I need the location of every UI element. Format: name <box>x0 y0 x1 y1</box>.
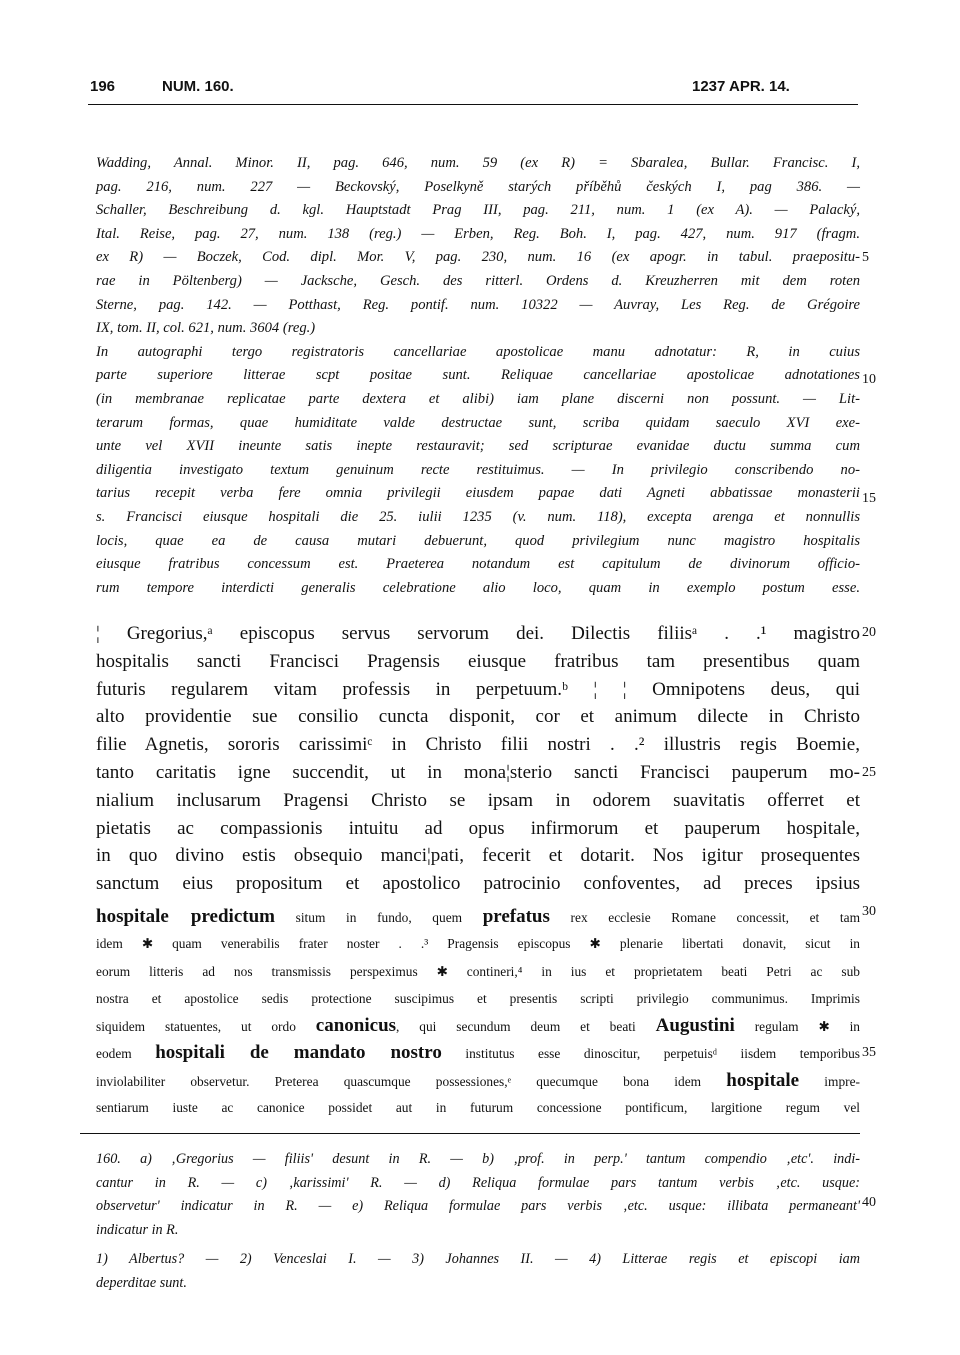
intro-line: Ital. Reise, pag. 27, num. 138 (reg.) — Erben, Reg. Boh. I, pag. 427, num. 917 (fragm. <box>96 225 860 242</box>
emphasised-word: hospitali de mandato nostro <box>155 1042 442 1064</box>
charter-small-line <box>96 1012 860 1039</box>
text-segment: idem ✱ quam venerabilis frater noster . .³ Pragensis episcopus ✱ plenarie libertati donavit, sicut in <box>96 936 860 952</box>
intro-line: eiusque fratribus concessum est. Praeterea notandum est capitulum de divinorum officio- <box>96 556 860 573</box>
charter-small-line <box>96 1067 860 1094</box>
running-head <box>90 78 860 100</box>
emphasised-word: hospitale predictum <box>96 906 275 927</box>
intro-line: pag. 216, num. 227 — Beckovský, Poselkyně starých příběhů českých I, pag 386. — <box>96 178 860 195</box>
charter-small-line <box>96 985 860 1012</box>
text-segment: eorum litteris ad nos transmissis perspeximus ✱ contineri,⁴ in ius et proprietatem beati Petri ac sub <box>96 963 860 979</box>
charter-small-line <box>96 958 860 985</box>
intro-line: ex R) — Boczek, Cod. dipl. Mor. V, pag. 230, num. 16 (ex apogr. in tabul. praepositu- <box>96 249 860 266</box>
intro-commentary <box>96 152 860 600</box>
document-date: 1237 APR. 14. <box>692 78 790 95</box>
intro-line: unte vel XVII ineunte satis inepte restauravit; sed scripturae evanidae ductu summa cum <box>96 438 860 455</box>
footnote-rule <box>80 1133 860 1134</box>
intro-line: rae in Pöltenberg) — Jacksche, Gesch. des ritterl. Ordens d. Kreuzherren mit dem roten <box>96 272 860 289</box>
footnote-line: 160. a) ‚Gregorius — filiis' desunt in R. — b) ‚prof. in perp.' tantum compendio ‚etc'. indi- <box>96 1151 860 1167</box>
intro-line: diligentia investigato textum genuinum recte restituimus. — In privilegio conscribendo no- <box>96 461 860 478</box>
line-number: 25 <box>862 765 876 780</box>
text-segment: sentiarum iuste ac canonice possidet aut in futurum concessione pontificum, largitione regum vel <box>96 1100 860 1116</box>
text-segment: situm in fundo, quem <box>274 910 483 925</box>
emphasised-word: hospitale <box>726 1069 800 1091</box>
line-number: 30 <box>862 904 876 919</box>
intro-line: s. Francisci eiusque hospitali die 25. iulii 1235 (v. num. 118), excepta arenga et nonnullis <box>96 508 860 525</box>
charter-line: sanctum eius propositum et apostolico patrocinio confoventes, ad preces ipsius <box>96 873 860 895</box>
charter-line: alto providentie sue consilio cuncta disponit, cor et animum dilecte in Christo <box>96 706 860 728</box>
text-segment: , qui secundum deum et beati <box>396 1019 656 1035</box>
footnote-line: 1) Albertus? — 2) Venceslai I. — 3) Johannes II. — 4) Litterae regis et episcopi iam <box>96 1251 860 1267</box>
document-number: NUM. 160. <box>162 78 234 95</box>
footnote-line: cantur in R. — c) ‚karissimi' R. — d) Reliqua formulae pars tantum verbis ‚etc. usque: <box>96 1174 860 1191</box>
intro-line: Sterne, pag. 142. — Potthast, Reg. pontif. num. 10322 — Auvray, Les Reg. de Grégoire <box>96 296 860 313</box>
text-segment: siquidem statuentes, ut ordo <box>96 1019 316 1035</box>
text-segment: nostra et apostolice sedis protectione suscipimus et presentis scripti privilegio communimus. Imprimis <box>96 990 860 1006</box>
text-segment: institutus esse dinoscitur, perpetuisᵈ iisdem temporibus <box>441 1046 860 1062</box>
footnotes <box>96 1148 860 1295</box>
intro-line: In autographi tergo registratoris cancellariae apostolicae manu adnotatur: R, in cuius <box>96 343 860 360</box>
charter-line: pietatis ac compassionis intuitu ad opus infirmorum et pauperum hospitale, <box>96 817 860 839</box>
charter-small-line <box>96 1039 860 1066</box>
line-number: 20 <box>862 625 876 640</box>
intro-line: parte superiore litterae scpt positae sunt. Reliquae cancellariae apostolicae adnotationes <box>96 367 860 384</box>
charter-small-text <box>96 903 860 1121</box>
footnote-line: indicatur in R. <box>96 1221 179 1238</box>
charter-line: nialium inclusarum Pragensi Christo se ipsam in odorem suavitatis offerret et <box>96 789 860 811</box>
text-segment: inviolabiliter observetur. Preterea quascumque possessiones,ᵉ quecumque bona idem <box>96 1073 727 1089</box>
line-number: 10 <box>862 372 876 387</box>
text-segment: eodem <box>96 1046 156 1062</box>
page-number: 196 <box>90 78 116 95</box>
intro-line: (in membranae replicatae parte dextera et alibi) iam plane discerni non possunt. — Lit- <box>96 390 860 407</box>
line-number: 40 <box>862 1195 876 1210</box>
charter-small-line <box>96 930 860 957</box>
charter-line: hospitalis sancti Francisci Pragensis eiusque fratribus tam presentibus quam <box>96 650 860 672</box>
intro-line: Wadding, Annal. Minor. II, pag. 646, num. 59 (ex R) = Sbaralea, Bullar. Francisc. I, <box>96 155 860 171</box>
line-number: 35 <box>862 1045 876 1060</box>
intro-line: IX, tom. II, col. 621, num. 3604 (reg.) <box>96 320 316 337</box>
charter-line: tanto caritatis igne succendit, ut in mona¦sterio sancti Francisci pauperum mo- <box>96 761 860 783</box>
emphasised-word: Augustini <box>655 1015 735 1037</box>
text-segment: rex ecclesie Romane concessit, et tam <box>549 910 860 925</box>
charter-line: filie Agnetis, sororis carissimiᶜ in Christo filii nostri . .² illustris regis Boemie, <box>96 734 860 756</box>
intro-line: tarius recepit verba fere omnia privilegii eiusdem papae dati Agneti abbatissae monasterii <box>96 485 860 502</box>
charter-small-line <box>96 903 860 930</box>
header-rule <box>88 104 858 105</box>
emphasised-word: prefatus <box>482 906 550 927</box>
charter-small-line <box>96 1094 860 1121</box>
text-segment: regulam ✱ in <box>734 1019 861 1035</box>
footnote-line: observetur' indicatur in R. — e) Reliqua formulae pars verbis ‚etc. usque: illibata permaneant' <box>96 1198 860 1214</box>
charter-line: ¦ Gregorius,ᵃ episcopus servus servorum dei. Dilectis filiisᵃ . .¹ magistro <box>96 623 860 644</box>
line-number: 5 <box>862 250 869 265</box>
intro-line: Schaller, Beschreibung d. kgl. Hauptstadt Prag III, pag. 211, num. 1 (ex A). — Palacký, <box>96 202 860 219</box>
line-number: 15 <box>862 491 876 506</box>
charter-text <box>96 620 860 898</box>
charter-line: in quo divino estis obsequio manci¦pati, fecerit et dotarit. Nos igitur prosequentes <box>96 845 860 867</box>
intro-line: terarum formas, quae humiditate valde destructae sunt, scriba quidam saeculo XVI exe- <box>96 414 860 431</box>
emphasised-word: canonicus <box>315 1015 397 1037</box>
intro-line: locis, quae ea de causa mutari debuerunt, quod privilegium nunc magistro hospitalis <box>96 532 860 549</box>
text-segment: impre- <box>799 1073 860 1089</box>
footnote-line: deperditae sunt. <box>96 1274 187 1291</box>
intro-line: rum tempore interdicti generalis celebratione alio loco, quam in exemplo postum esse. <box>96 579 860 596</box>
charter-line: futuris regularem vitam professis in perpetuum.ᵇ ¦ ¦ Omnipotens deus, qui <box>96 678 860 700</box>
